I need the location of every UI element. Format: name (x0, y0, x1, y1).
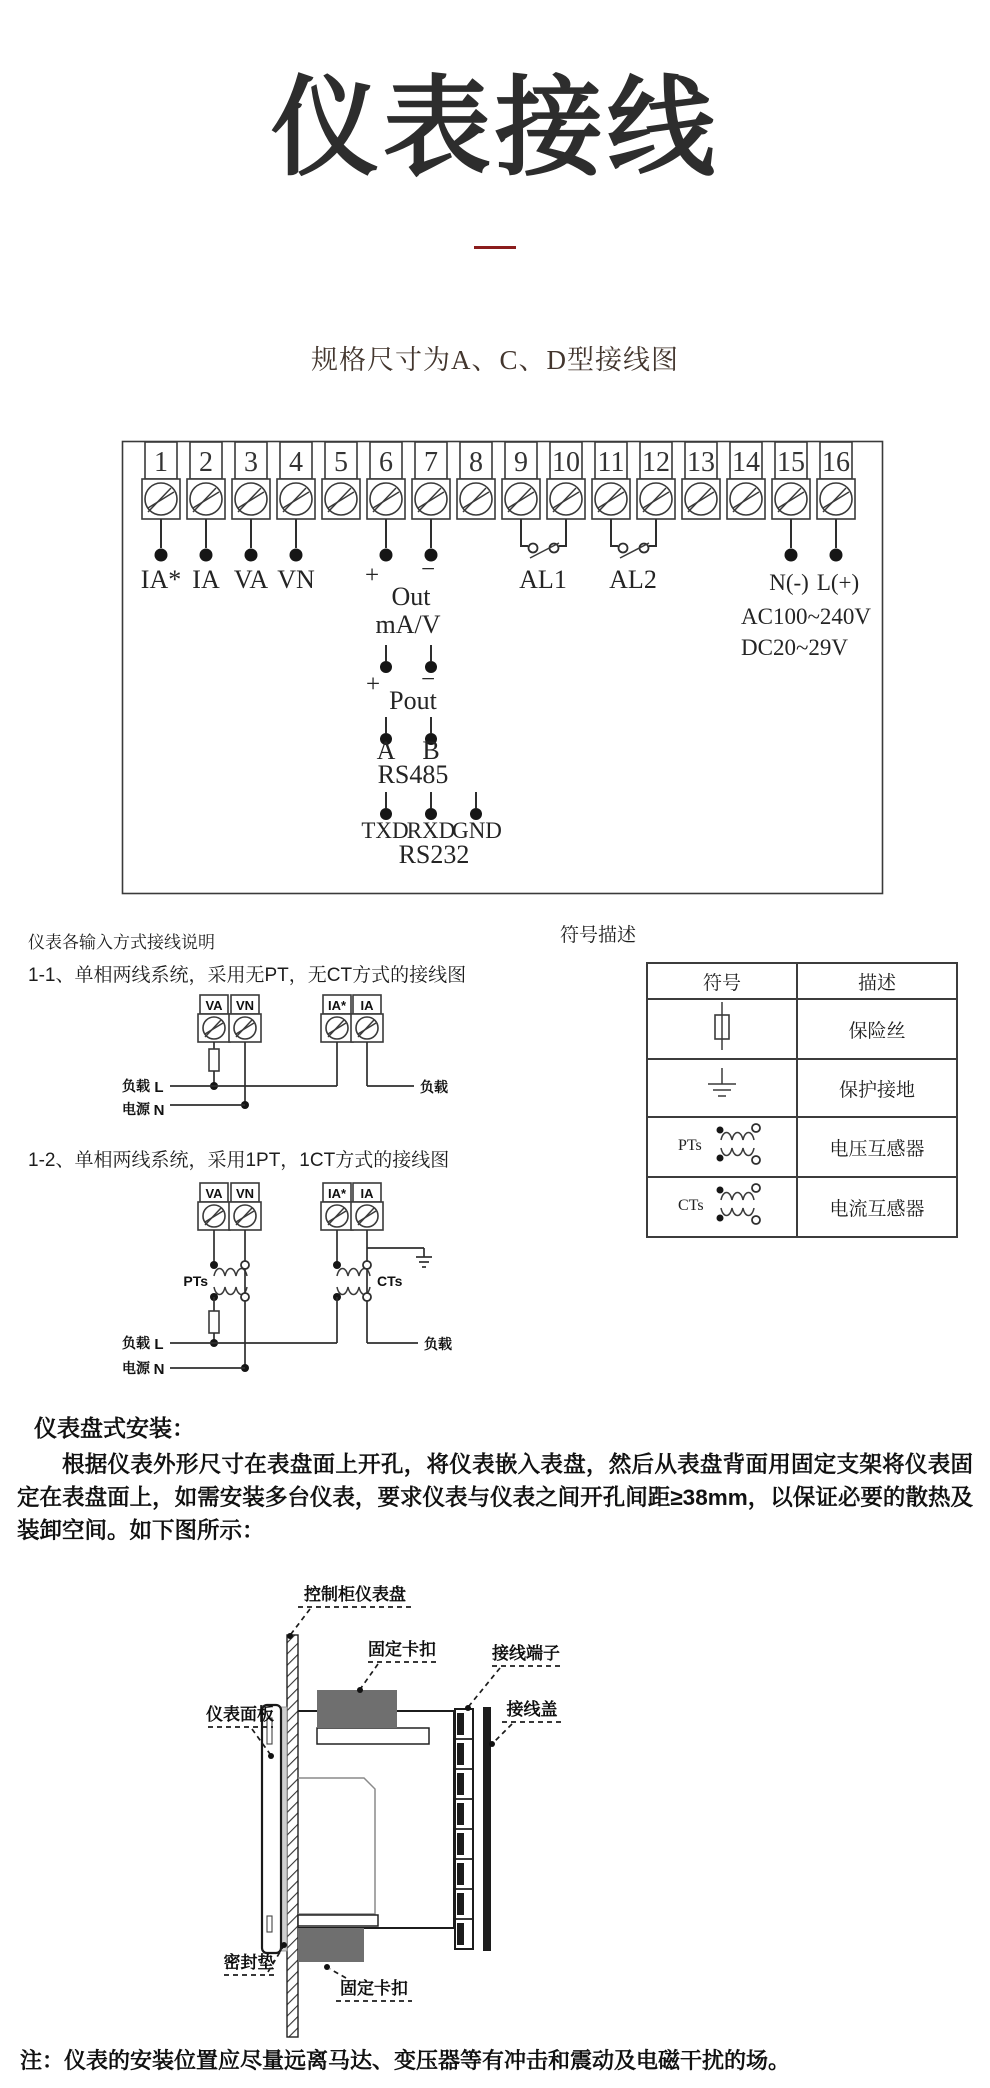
svg-text:5: 5 (334, 447, 348, 478)
fuse-icon (702, 1000, 742, 1052)
label-mav: mA/V (375, 610, 441, 639)
svg-text:VA: VA (205, 1186, 223, 1201)
label-load-left: 负载 (122, 1335, 150, 1351)
label-cts: CTs (377, 1273, 403, 1289)
label-n-line: N (153, 1102, 165, 1119)
terminal-12 (637, 442, 675, 519)
svg-text:13: 13 (687, 447, 715, 478)
label-l-line: L (154, 1079, 164, 1096)
label-load-right: 负载 (420, 1079, 448, 1095)
symbol-desc: 电压互感器 (797, 1117, 957, 1177)
svg-text:2: 2 (199, 447, 213, 478)
label-rs485: RS485 (377, 760, 449, 789)
terminal-strip (455, 1709, 473, 1949)
label-out-plus: + (364, 562, 380, 589)
symbol-table (646, 962, 958, 1238)
mini-terminal-ia-star (321, 995, 353, 1042)
ground-icon (416, 1248, 432, 1267)
svg-text:固定卡扣: 固定卡扣 (340, 1979, 408, 1998)
symbol-table-title: 符号描述 (560, 925, 637, 946)
instrument-case (298, 1711, 454, 1928)
label-l-plus: L(+) (816, 570, 860, 595)
svg-text:IA: IA (360, 998, 374, 1013)
label-n-minus: N(-) (769, 570, 809, 595)
svg-text:16: 16 (822, 447, 850, 478)
ground-icon (702, 1066, 742, 1104)
install-paragraph: 根据仪表外形尺寸在表盘面上开孔，将仪表嵌入表盘，然后从表盘背面用固定支架将仪表固定在表盘面上，如需安装多台仪表，要求仪表与仪表之间开孔间距≥38mm，以保证必要的散热及装卸空间。如下图所示： (17, 1452, 973, 1543)
label-dc-range: DC20~29V (741, 635, 849, 660)
bottom-note: 注：仪表的安装位置应尽量远离马达、变压器等有冲击和震动及电磁干扰的场。 (20, 2048, 791, 2073)
cabinet-panel (287, 1635, 298, 2037)
svg-text:11: 11 (597, 447, 625, 478)
pt-symbol-label: PTs (678, 1137, 702, 1154)
svg-text:IA*: IA* (327, 998, 347, 1013)
svg-text:VN: VN (235, 1186, 255, 1201)
label-pout: Pout (389, 686, 437, 715)
label-al2: AL2 (609, 565, 657, 594)
wiring-section-heading: 仪表各输入方式接线说明 (28, 933, 215, 952)
screw-icon (145, 483, 177, 515)
pt-symbol-icon (676, 1118, 768, 1170)
relay-al2-icon (611, 519, 656, 558)
svg-text:8: 8 (469, 447, 483, 478)
terminal-9 (502, 442, 540, 519)
screw-icon (356, 1205, 378, 1227)
ct-transformer-icon (337, 1269, 370, 1295)
table-row (647, 1177, 957, 1237)
mini-terminal-vn (229, 1183, 261, 1230)
screw-icon (203, 1205, 225, 1227)
label-rs485-a: A (376, 736, 396, 765)
symbol-desc: 电流互感器 (797, 1177, 957, 1237)
svg-text:控制柜仪表盘: 控制柜仪表盘 (304, 1585, 406, 1604)
ct-symbol-icon (676, 1178, 768, 1230)
fuse-icon (209, 1311, 219, 1333)
svg-text:接线盖: 接线盖 (506, 1700, 558, 1719)
screw-icon (640, 483, 672, 515)
label-ia-star: IA* (140, 565, 182, 594)
svg-text:VN: VN (235, 998, 255, 1013)
screw-icon (280, 483, 312, 515)
callout-clip-top (357, 1639, 437, 1693)
diagram-1-2-caption: 1-2、单相两线系统，采用1PT，1CT方式的接线图 (28, 1150, 450, 1171)
svg-text:固定卡扣: 固定卡扣 (368, 1640, 436, 1659)
desc-column-header: 描述 (797, 963, 957, 999)
screw-icon (820, 483, 852, 515)
screw-icon (234, 1017, 256, 1039)
callout-clip-bottom (324, 1964, 412, 2001)
label-ac-range: AC100~240V (741, 604, 872, 629)
install-heading: 仪表盘式安装： (34, 1415, 195, 1441)
symbol-column-header: 符号 (647, 963, 797, 999)
svg-text:密封垫: 密封垫 (223, 1953, 275, 1972)
terminal-10 (547, 442, 585, 519)
svg-text:4: 4 (289, 447, 303, 478)
diagram-1-1 (10, 993, 455, 1145)
title-accent-divider (474, 246, 516, 249)
mini-terminal-ia (351, 1183, 383, 1230)
svg-text:6: 6 (379, 447, 393, 478)
diagram-1-1-caption: 1-1、单相两线系统，采用无PT，无CT方式的接线图 (28, 965, 467, 986)
label-pts: PTs (183, 1273, 208, 1289)
label-l-line: L (154, 1336, 164, 1353)
label-rs485-b: B (422, 736, 440, 765)
screw-icon (550, 483, 582, 515)
terminal-3 (232, 442, 270, 519)
screw-icon (190, 483, 222, 515)
mini-terminal-vn (229, 995, 261, 1042)
screw-icon (460, 483, 492, 515)
terminal-14 (727, 442, 765, 519)
terminal-5 (322, 442, 360, 519)
table-row (647, 1117, 957, 1177)
label-gnd: GND (452, 818, 502, 843)
label-n-line: N (153, 1361, 165, 1378)
relay-al1-icon (521, 519, 566, 558)
mini-terminal-ia-star (321, 1183, 353, 1230)
svg-text:3: 3 (244, 447, 258, 478)
symbol-desc: 保险丝 (797, 999, 957, 1059)
label-txd: TXD (361, 818, 409, 843)
fixing-clip-top (317, 1690, 397, 1728)
label-al1: AL1 (519, 565, 567, 594)
symbol-table-header-row (647, 963, 957, 999)
table-row (647, 999, 957, 1059)
label-out-minus: − (420, 556, 436, 583)
terminal-16 (817, 442, 855, 519)
case-window (298, 1778, 375, 1914)
diagram-1-2 (10, 1180, 460, 1398)
svg-text:IA: IA (360, 1186, 374, 1201)
terminal-11 (592, 442, 630, 519)
screw-icon (326, 1017, 348, 1039)
page-title: 仪表接线 (270, 67, 719, 188)
ct-symbol-label: CTs (678, 1197, 704, 1214)
fixing-clip-bottom (298, 1928, 364, 1962)
terminal-6 (367, 442, 405, 519)
screw-icon (370, 483, 402, 515)
terminal-block-diagram (121, 440, 885, 896)
screw-icon (505, 483, 537, 515)
symbol-desc: 保护接地 (797, 1059, 957, 1117)
label-pout-plus: + (365, 671, 381, 698)
svg-text:7: 7 (424, 447, 438, 478)
label-rxd: RXD (406, 818, 456, 843)
fuse-icon (209, 1049, 219, 1071)
svg-text:10: 10 (552, 447, 580, 478)
screw-icon (203, 1017, 225, 1039)
screw-icon (595, 483, 627, 515)
svg-text:12: 12 (642, 447, 670, 478)
svg-text:15: 15 (777, 447, 805, 478)
svg-text:IA*: IA* (327, 1186, 347, 1201)
label-power-left: 电源 (122, 1101, 150, 1117)
terminal-1 (142, 442, 180, 519)
screw-icon (325, 483, 357, 515)
label-load-right: 负载 (424, 1336, 452, 1352)
screw-icon (775, 483, 807, 515)
terminal-7 (412, 442, 450, 519)
diagram-subtitle: 规格尺寸为A、C、D型接线图 (310, 345, 679, 375)
mini-terminal-va (198, 1183, 230, 1230)
label-rs232: RS232 (398, 840, 470, 869)
callout-cover (489, 1699, 562, 1747)
pt-transformer-icon (214, 1269, 247, 1295)
svg-text:14: 14 (732, 447, 760, 478)
svg-text:1: 1 (154, 447, 168, 478)
screw-icon (730, 483, 762, 515)
instrument-front-panel (262, 1705, 281, 1953)
label-va: VA (233, 565, 269, 594)
terminal-15 (772, 442, 810, 519)
terminal-8 (457, 442, 495, 519)
label-ia: IA (192, 565, 220, 594)
screw-icon (234, 1205, 256, 1227)
screw-icon (415, 483, 447, 515)
screw-icon (685, 483, 717, 515)
screw-icon (235, 483, 267, 515)
table-row (647, 1059, 957, 1117)
mini-terminal-va (198, 995, 230, 1042)
screw-icon (356, 1017, 378, 1039)
svg-text:9: 9 (514, 447, 528, 478)
terminal-2 (187, 442, 225, 519)
mini-terminal-ia (351, 995, 383, 1042)
callout-panel-board (287, 1584, 413, 1639)
label-out: Out (391, 582, 431, 611)
svg-text:仪表面板: 仪表面板 (206, 1705, 274, 1724)
label-pout-minus: − (420, 666, 436, 693)
screw-icon (326, 1205, 348, 1227)
svg-text:接线端子: 接线端子 (492, 1644, 560, 1663)
label-load-left: 负载 (122, 1078, 150, 1094)
svg-text:VA: VA (205, 998, 223, 1013)
installation-diagram (170, 1578, 570, 2043)
terminal-4 (277, 442, 315, 519)
label-vn: VN (277, 565, 315, 594)
terminal-13 (682, 442, 720, 519)
label-power-left: 电源 (122, 1360, 150, 1376)
